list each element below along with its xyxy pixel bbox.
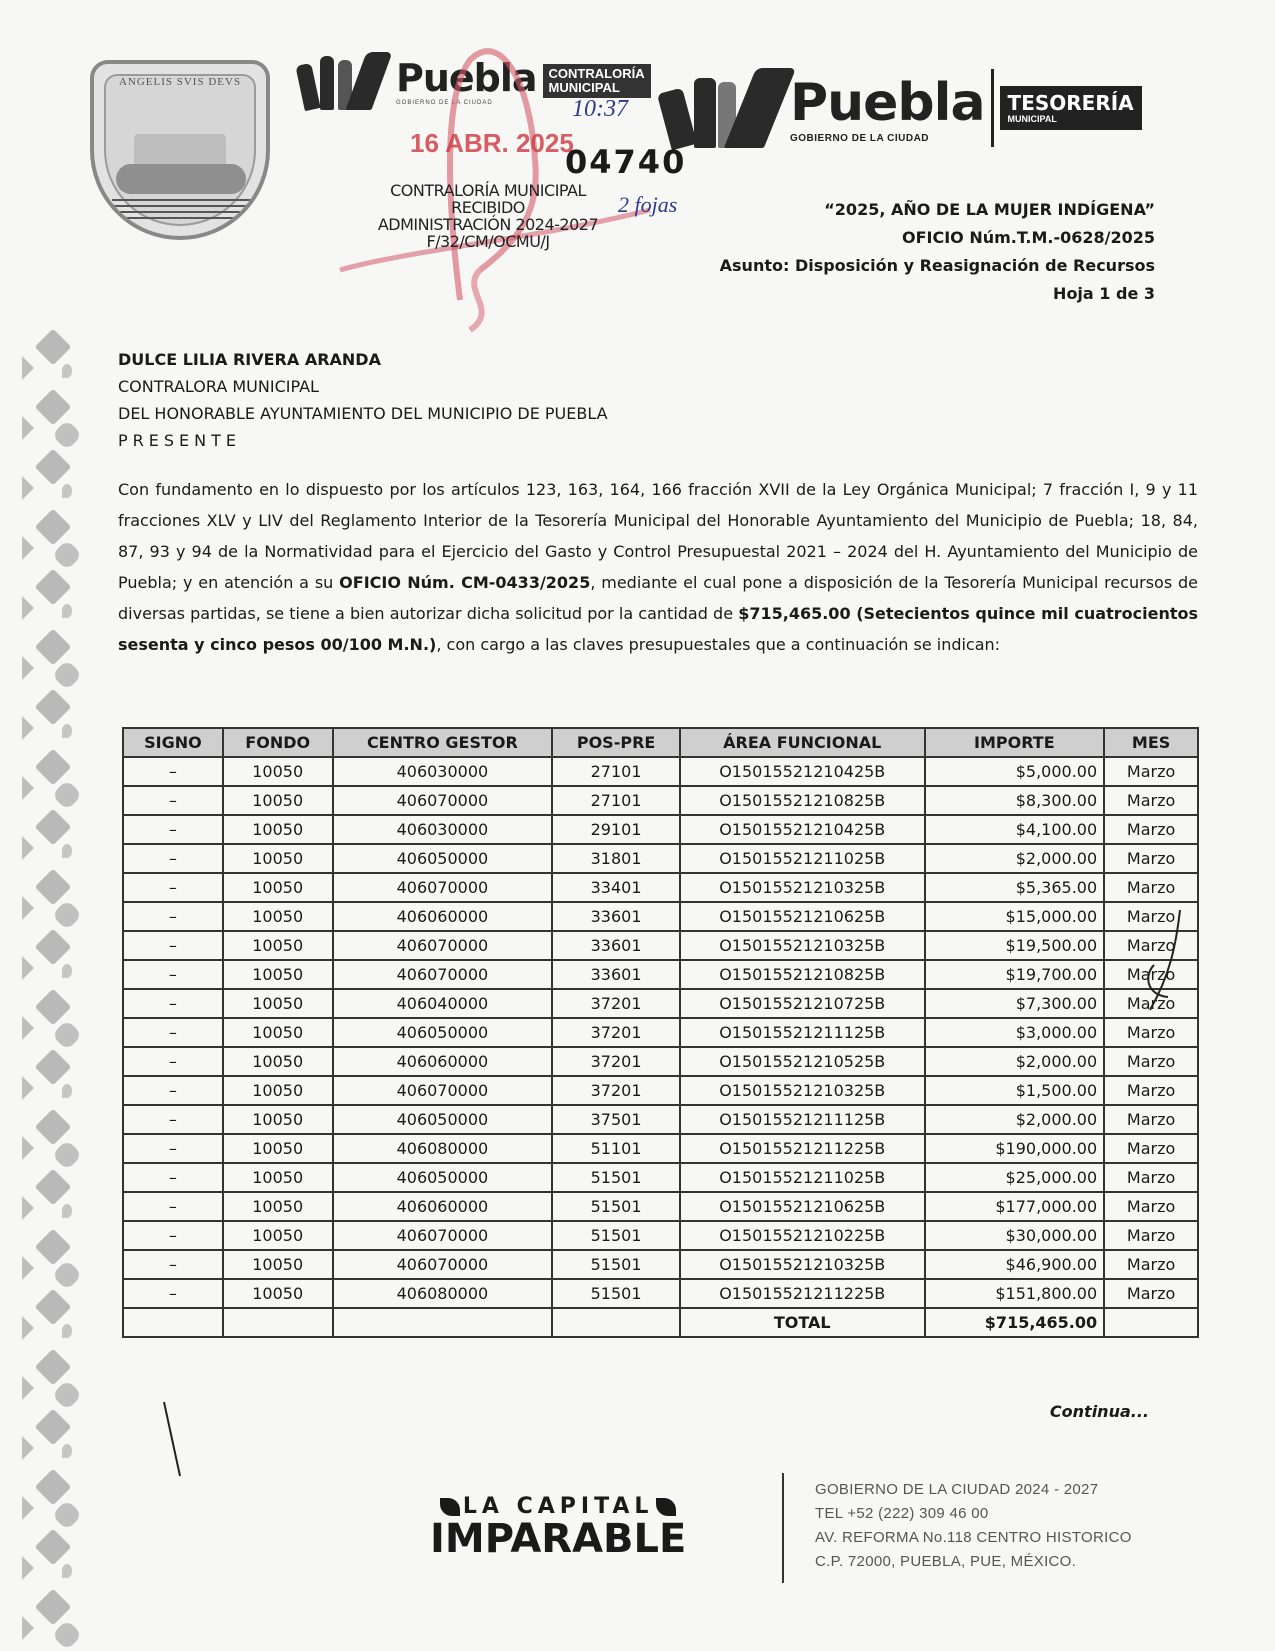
cell-area-funcional: O15015521210425B [680,757,925,786]
triangle-ornament-icon [22,956,34,980]
contraloria-badge-line2: MUNICIPAL [548,80,620,95]
table-row [123,1279,1198,1308]
diamond-ornament-icon [35,1169,72,1206]
cell-signo: – [123,1279,223,1308]
cell-pos-pre: 51501 [552,1279,680,1308]
diamond-ornament-icon [35,749,72,786]
triangle-ornament-icon [22,536,34,560]
addressee-name: DULCE LILIA RIVERA ARANDA [118,350,381,369]
leaf-ornament-icon [62,1444,72,1458]
table-row [123,1018,1198,1047]
leaf-ornament-icon [62,724,72,738]
oficio-number: OFICIO Núm.T.M.-0628/2025 [902,228,1155,247]
cell-importe: $3,000.00 [925,1018,1105,1047]
cell-fondo: 10050 [223,1076,333,1105]
cell-signo: – [123,902,223,931]
cell-area-funcional: O15015521210525B [680,1047,925,1076]
triangle-ornament-icon [22,1316,34,1340]
cell-mes: Marzo [1104,1163,1198,1192]
flower-ornament-icon [51,1499,82,1530]
footer-contact [815,1478,1132,1574]
empty-cell [552,1308,680,1337]
footer-divider [782,1473,784,1583]
seal-water-icon [112,199,252,221]
cell-centro-gestor: 406050000 [333,1018,553,1047]
table-header-row [123,728,1198,757]
table-row [123,1076,1198,1105]
cell-signo: – [123,1018,223,1047]
triangle-ornament-icon [22,1016,34,1040]
diamond-ornament-icon [35,989,72,1026]
cell-pos-pre: 33401 [552,873,680,902]
cell-fondo: 10050 [223,1134,333,1163]
triangle-ornament-icon [22,1436,34,1460]
cell-mes: Marzo [1104,1250,1198,1279]
cell-pos-pre: 31801 [552,844,680,873]
stamp-line: F/32/CM/OCMU/J [426,232,550,251]
cell-signo: – [123,815,223,844]
cell-importe: $177,000.00 [925,1192,1105,1221]
leaf-ornament-icon [62,1324,72,1338]
cell-pos-pre: 37201 [552,1047,680,1076]
flower-ornament-icon [51,1619,82,1650]
diamond-ornament-icon [35,809,72,846]
leaf-ornament-icon [62,1204,72,1218]
cell-signo: – [123,757,223,786]
triangle-ornament-icon [22,836,34,860]
empty-cell [123,1308,223,1337]
diamond-ornament-icon [35,1109,72,1146]
cell-mes: Marzo [1104,1192,1198,1221]
cell-fondo: 10050 [223,960,333,989]
cell-centro-gestor: 406070000 [333,931,553,960]
body-text-part1: Con fundamento en lo dispuesto por los artículos 123, 163, 164, 166 fracción XVII de la Ley Orgánica Municipal; 7 fracción I, 9 y 11 fracciones XLV y LIV del Reglamento Interior de la Tesorería Municipal del Honorable Ayuntamiento del Municipio de Puebla; 18, 84, 87, 93 y 94 de la Normatividad para el Ejercicio del Gasto y Control Presupuestal 2021 – 2024 del H. Ayuntamiento del Municipio de Puebla; y en atención a su [118,480,1198,592]
cell-pos-pre: 51501 [552,1192,680,1221]
diamond-ornament-icon [35,389,72,426]
cell-mes: Marzo [1104,1134,1198,1163]
cell-signo: – [123,1163,223,1192]
table-row [123,1134,1198,1163]
cell-signo: – [123,1076,223,1105]
cell-area-funcional: O15015521210325B [680,931,925,960]
cell-fondo: 10050 [223,931,333,960]
cell-fondo: 10050 [223,815,333,844]
header-mes: MES [1104,728,1198,757]
cell-importe: $5,000.00 [925,757,1105,786]
cell-fondo: 10050 [223,989,333,1018]
cell-area-funcional: O15015521211225B [680,1134,925,1163]
cell-area-funcional: O15015521210425B [680,815,925,844]
cell-importe: $190,000.00 [925,1134,1105,1163]
triangle-ornament-icon [22,1376,34,1400]
triangle-ornament-icon [22,656,34,680]
diamond-ornament-icon [35,1529,72,1566]
cell-importe: $151,800.00 [925,1279,1105,1308]
footer-postal: C.P. 72000, PUEBLA, PUE, MÉXICO. [815,1553,1077,1570]
header-fondo: FONDO [223,728,333,757]
seal-motto: ANGELIS SVIS DEVS [118,76,242,88]
table-row [123,1105,1198,1134]
cell-pos-pre: 37201 [552,989,680,1018]
cell-centro-gestor: 406070000 [333,960,553,989]
cell-fondo: 10050 [223,1105,333,1134]
cell-signo: – [123,786,223,815]
cell-fondo: 10050 [223,1163,333,1192]
header-signo: SIGNO [123,728,223,757]
cell-pos-pre: 37201 [552,1018,680,1047]
oficio-reference: OFICIO Núm. CM-0433/2025 [339,573,591,592]
cell-centro-gestor: 406070000 [333,786,553,815]
footer-phone: TEL +52 (222) 309 46 00 [815,1505,989,1522]
cell-importe: $1,500.00 [925,1076,1105,1105]
cell-signo: – [123,873,223,902]
cell-centro-gestor: 406070000 [333,1076,553,1105]
cell-fondo: 10050 [223,1018,333,1047]
cell-centro-gestor: 406050000 [333,1163,553,1192]
cell-pos-pre: 29101 [552,815,680,844]
body-paragraph [118,474,1198,660]
diamond-ornament-icon [35,689,72,726]
diamond-ornament-icon [35,1589,72,1626]
right-wing-icon [656,1498,676,1516]
triangle-ornament-icon [22,1556,34,1580]
cell-importe: $2,000.00 [925,1105,1105,1134]
stamp-received-time: 10:37 [572,96,628,122]
table-row [123,1047,1198,1076]
header-importe: IMPORTE [925,728,1105,757]
amount-text: $715,465.00 (Setecientos quince mil cuatrocientos sesenta y cinco pesos 00/100 M.N.) [118,604,1199,654]
triangle-ornament-icon [22,356,34,380]
diamond-ornament-icon [35,1049,72,1086]
flower-ornament-icon [51,1379,82,1410]
body-text-part2: , mediante el cual pone a disposición de la Tesorería Municipal recursos de diversas partidas, se tiene a bien autorizar dicha solicitud por la cantidad de [118,573,1199,623]
cell-fondo: 10050 [223,757,333,786]
stamp-line: CONTRALORÍA MUNICIPAL [390,181,586,200]
total-label: TOTAL [680,1308,925,1337]
table-row [123,1163,1198,1192]
cell-mes: Marzo [1104,931,1198,960]
total-value: $715,465.00 [925,1308,1105,1337]
cell-mes: Marzo [1104,989,1198,1018]
cell-mes: Marzo [1104,873,1198,902]
table-row [123,786,1198,815]
flower-ornament-icon [51,1259,82,1290]
cell-area-funcional: O15015521210725B [680,989,925,1018]
empty-cell [223,1308,333,1337]
budget-table [122,727,1199,1338]
stamp-received-date: 16 ABR. 2025 [410,128,574,158]
cell-mes: Marzo [1104,1047,1198,1076]
triangle-ornament-icon [22,716,34,740]
cell-importe: $2,000.00 [925,844,1105,873]
leaf-ornament-icon [62,964,72,978]
leaf-ornament-icon [62,484,72,498]
table-row [123,902,1198,931]
cell-centro-gestor: 406070000 [333,873,553,902]
left-wing-icon [440,1498,460,1516]
cell-signo: – [123,960,223,989]
cell-centro-gestor: 406040000 [333,989,553,1018]
cell-mes: Marzo [1104,815,1198,844]
cell-centro-gestor: 406050000 [333,1105,553,1134]
cell-area-funcional: O15015521210825B [680,960,925,989]
cell-centro-gestor: 406060000 [333,1192,553,1221]
cell-centro-gestor: 406070000 [333,1250,553,1279]
footer-address: AV. REFORMA No.118 CENTRO HISTORICO [815,1529,1132,1546]
table-row [123,844,1198,873]
leaf-ornament-icon [62,1084,72,1098]
table-row [123,1250,1198,1279]
diamond-ornament-icon [35,509,72,546]
cell-mes: Marzo [1104,757,1198,786]
tesoreria-badge-line2: MUNICIPAL [1007,114,1057,124]
triangle-ornament-icon [22,1076,34,1100]
cell-centro-gestor: 406070000 [333,1221,553,1250]
cell-signo: – [123,1221,223,1250]
cell-signo: – [123,931,223,960]
cell-centro-gestor: 406080000 [333,1134,553,1163]
cell-signo: – [123,1105,223,1134]
city-seal-emblem [90,60,270,240]
cell-mes: Marzo [1104,960,1198,989]
diamond-ornament-icon [35,1409,72,1446]
cell-signo: – [123,844,223,873]
cell-centro-gestor: 406060000 [333,1047,553,1076]
cell-fondo: 10050 [223,1250,333,1279]
stamp-folio-number: 04740 [565,143,687,181]
addressee-greeting: PRESENTE [118,431,241,450]
footer-government-line: GOBIERNO DE LA CIUDAD 2024 - 2027 [815,1481,1099,1498]
diamond-ornament-icon [35,869,72,906]
continued-note: Continua... [1049,1402,1149,1421]
cell-signo: – [123,989,223,1018]
header-centro-gestor: CENTRO GESTOR [333,728,553,757]
asunto: Asunto: Disposición y Reasignación de Recursos [719,256,1155,275]
header-pos-pre: POS-PRE [552,728,680,757]
flower-ornament-icon [51,779,82,810]
cell-mes: Marzo [1104,786,1198,815]
diamond-ornament-icon [35,1229,72,1266]
page-indicator: Hoja 1 de 3 [1053,284,1155,303]
contraloria-badge [543,64,651,98]
leaf-ornament-icon [62,604,72,618]
cell-centro-gestor: 406050000 [333,844,553,873]
cell-fondo: 10050 [223,1047,333,1076]
table-row [123,757,1198,786]
flower-ornament-icon [51,419,82,450]
triangle-ornament-icon [22,1616,34,1640]
cell-area-funcional: O15015521211025B [680,1163,925,1192]
triangle-ornament-icon [22,1256,34,1280]
diamond-ornament-icon [35,929,72,966]
triangle-ornament-icon [22,1196,34,1220]
cell-importe: $2,000.00 [925,1047,1105,1076]
triangle-ornament-icon [22,1136,34,1160]
cell-pos-pre: 33601 [552,931,680,960]
cell-area-funcional: O15015521211225B [680,1279,925,1308]
cell-centro-gestor: 406030000 [333,815,553,844]
diamond-ornament-icon [35,449,72,486]
cell-importe: $46,900.00 [925,1250,1105,1279]
table-row [123,1192,1198,1221]
leaf-ornament-icon [62,1564,72,1578]
tesoreria-logo-sub: GOBIERNO DE LA CIUDAD [790,132,930,144]
cell-centro-gestor: 406080000 [333,1279,553,1308]
puebla-logo-art-icon [660,68,790,148]
cell-mes: Marzo [1104,1105,1198,1134]
cell-pos-pre: 51501 [552,1250,680,1279]
flower-ornament-icon [51,899,82,930]
triangle-ornament-icon [22,476,34,500]
cell-fondo: 10050 [223,1279,333,1308]
contraloria-badge-line1: CONTRALORÍA [548,66,645,81]
addressee-institution: DEL HONORABLE AYUNTAMIENTO DEL MUNICIPIO DE PUEBLA [118,404,608,423]
diamond-ornament-icon [35,1349,72,1386]
contraloria-logo-word: Puebla [396,56,537,100]
slogan-bottom: IMPARABLE [430,1516,687,1562]
addressee-position: CONTRALORA MUNICIPAL [118,377,319,396]
flower-ornament-icon [51,539,82,570]
reception-stamp [358,182,618,250]
cell-fondo: 10050 [223,1221,333,1250]
cell-area-funcional: O15015521210825B [680,786,925,815]
stamp-fojas-note: 2 fojas [618,192,678,217]
contraloria-logo-sub: GOBIERNO DE LA CIUDAD [396,100,493,106]
cell-fondo: 10050 [223,786,333,815]
triangle-ornament-icon [22,1496,34,1520]
diamond-ornament-icon [35,1469,72,1506]
table-row [123,960,1198,989]
cell-area-funcional: O15015521210325B [680,1250,925,1279]
stamp-line: ADMINISTRACIÓN 2024-2027 [377,215,599,234]
cell-importe: $15,000.00 [925,902,1105,931]
diamond-ornament-icon [35,329,72,366]
triangle-ornament-icon [22,776,34,800]
table-row [123,931,1198,960]
cell-pos-pre: 51501 [552,1163,680,1192]
cell-area-funcional: O15015521211025B [680,844,925,873]
tesoreria-logo-word: Puebla [790,72,985,133]
cell-centro-gestor: 406060000 [333,902,553,931]
seal-cloud-icon [116,164,246,194]
addressee-block [118,346,608,454]
tesoreria-badge [1000,86,1142,130]
capital-imparable-logo [430,1494,687,1562]
cell-pos-pre: 51101 [552,1134,680,1163]
diamond-ornament-icon [35,1289,72,1326]
empty-cell [333,1308,553,1337]
year-motto: “2025, AÑO DE LA MUJER INDÍGENA” [824,200,1155,219]
cell-signo: – [123,1047,223,1076]
cell-pos-pre: 27101 [552,786,680,815]
cell-importe: $8,300.00 [925,786,1105,815]
document-meta [720,196,1155,308]
puebla-logo-art-icon [300,52,390,110]
cell-pos-pre: 27101 [552,757,680,786]
cell-pos-pre: 33601 [552,960,680,989]
cell-importe: $19,500.00 [925,931,1105,960]
diamond-ornament-icon [35,569,72,606]
flower-ornament-icon [51,1019,82,1050]
triangle-ornament-icon [22,416,34,440]
cell-importe: $19,700.00 [925,960,1105,989]
cell-signo: – [123,1134,223,1163]
handwritten-stroke-icon [160,1400,190,1480]
cell-area-funcional: O15015521211125B [680,1018,925,1047]
cell-importe: $25,000.00 [925,1163,1105,1192]
body-text-part3: , con cargo a las claves presupuestales que a continuación se indican: [436,635,1001,654]
header-area-funcional: ÁREA FUNCIONAL [680,728,925,757]
table-row [123,873,1198,902]
cell-area-funcional: O15015521210625B [680,902,925,931]
flower-ornament-icon [51,1139,82,1170]
cell-area-funcional: O15015521210325B [680,1076,925,1105]
diamond-ornament-icon [35,629,72,666]
flower-ornament-icon [51,659,82,690]
cell-area-funcional: O15015521210325B [680,873,925,902]
table-row [123,989,1198,1018]
total-row [123,1308,1198,1337]
cell-pos-pre: 37201 [552,1076,680,1105]
tesoreria-logo [660,68,1142,148]
cell-fondo: 10050 [223,873,333,902]
leaf-ornament-icon [62,844,72,858]
cell-importe: $4,100.00 [925,815,1105,844]
cell-area-funcional: O15015521210625B [680,1192,925,1221]
slogan-top: LA CAPITAL [462,1494,654,1519]
cell-mes: Marzo [1104,1018,1198,1047]
cell-mes: Marzo [1104,1076,1198,1105]
cell-fondo: 10050 [223,1192,333,1221]
cell-pos-pre: 33601 [552,902,680,931]
cell-mes: Marzo [1104,1279,1198,1308]
cell-area-funcional: O15015521211125B [680,1105,925,1134]
cell-importe: $7,300.00 [925,989,1105,1018]
cell-mes: Marzo [1104,902,1198,931]
cell-centro-gestor: 406030000 [333,757,553,786]
cell-pos-pre: 37501 [552,1105,680,1134]
stamp-line: RECIBIDO [451,198,525,217]
cell-pos-pre: 51501 [552,1221,680,1250]
cell-importe: $5,365.00 [925,873,1105,902]
cell-importe: $30,000.00 [925,1221,1105,1250]
table-row [123,815,1198,844]
tesoreria-badge-line1: TESORERÍA [1007,91,1134,115]
table-row [123,1221,1198,1250]
leaf-ornament-icon [62,364,72,378]
cell-mes: Marzo [1104,1221,1198,1250]
triangle-ornament-icon [22,896,34,920]
empty-cell [1104,1308,1198,1337]
cell-fondo: 10050 [223,902,333,931]
decorative-border [22,330,82,1640]
cell-signo: – [123,1250,223,1279]
cell-area-funcional: O15015521210225B [680,1221,925,1250]
triangle-ornament-icon [22,596,34,620]
cell-fondo: 10050 [223,844,333,873]
cell-signo: – [123,1192,223,1221]
cell-mes: Marzo [1104,844,1198,873]
logo-divider [991,69,994,147]
